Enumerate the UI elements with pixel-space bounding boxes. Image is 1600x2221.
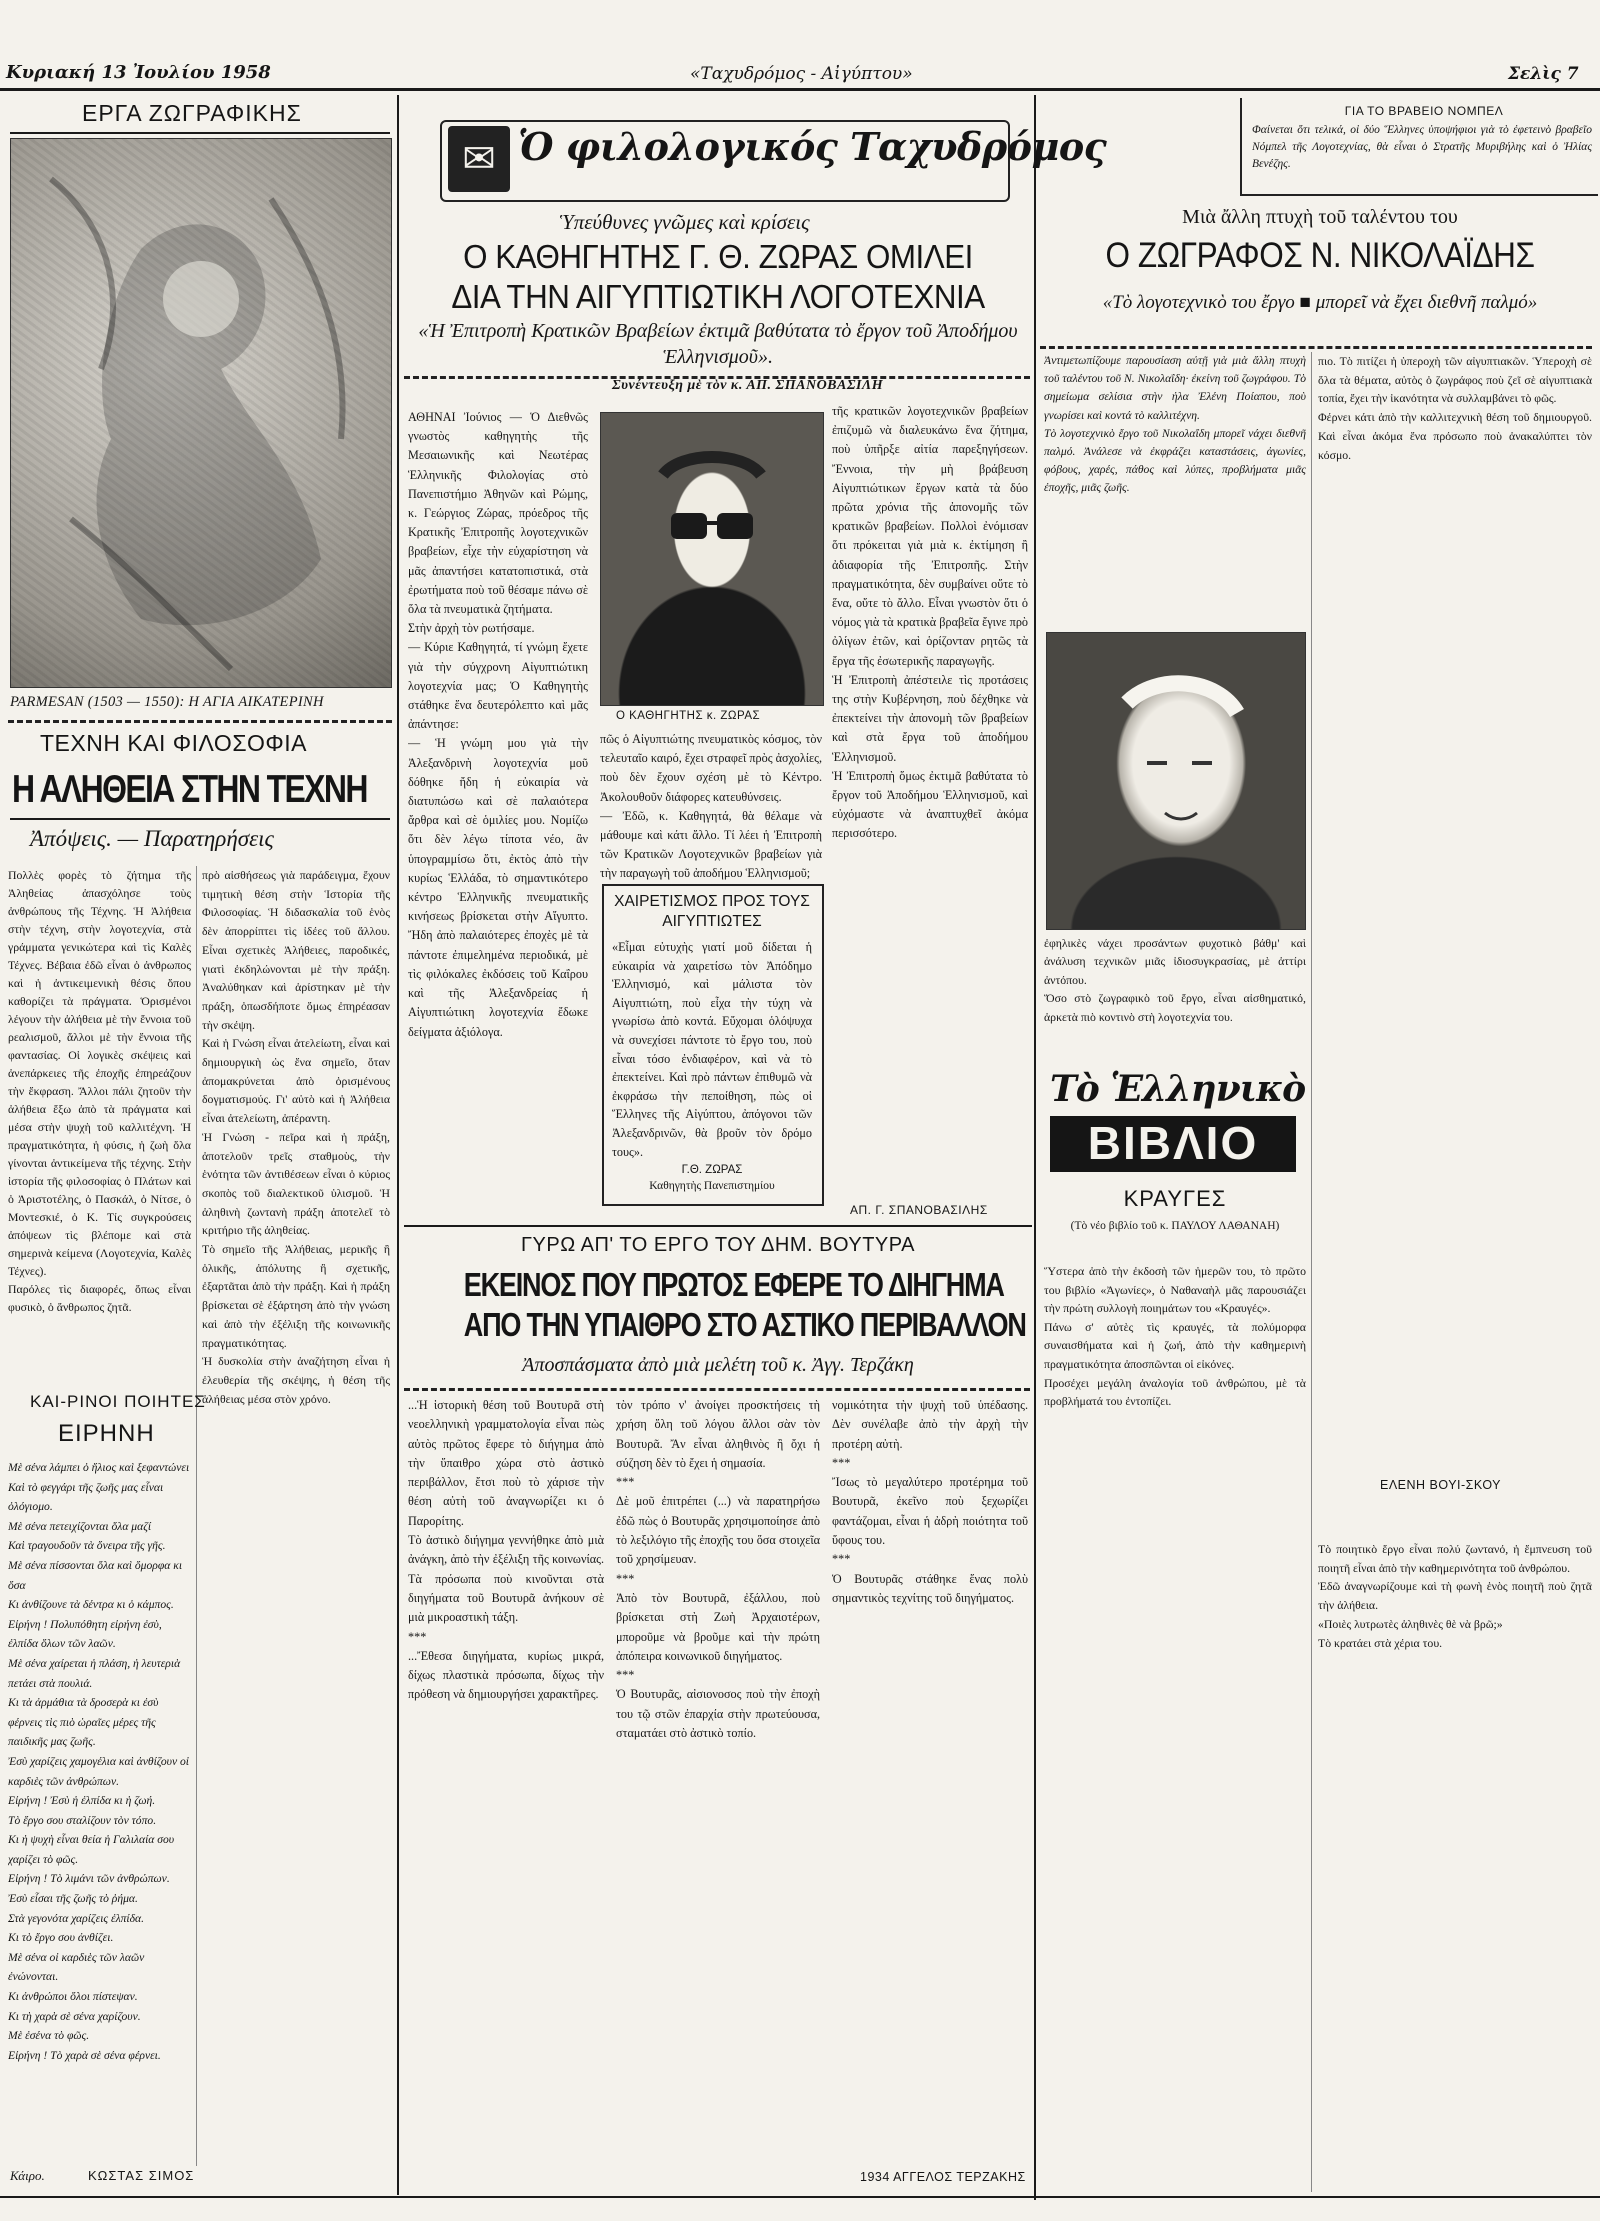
nikolaidis-subhead: «Τὸ λογοτεχνικὸ του ἔργο ■ μπορεῖ νὰ ἔχει διεθνῆ παλμό» <box>1102 292 1538 313</box>
philosophy-subhead: Ἀπόψεις. — Παρατηρήσεις <box>30 826 274 851</box>
voutyras-column-2: τὸν τρόπο ν' ἀνοίγει προσκτήσεις τὴ χρήση ὅλη τοῦ λόγου ἄλλοι σὰν τὸν Βουτυρᾶ. Ἄν εἶναι ἀληθινὸς ἢ ὄχι ἡ σύζηση δὲν τὸ ἔχει ἡ σημασία. *** Δὲ μοῦ ἐπιτρέπει (...) νὰ παρατηρήσω ἐδῶ πὼς ὁ Βουτυρᾶς χρησιμοποίησε ἀπὸ τὸ λεξιλόγιο τῆς ἐποχῆς του ὅσα στοιχεῖα τοῦ χρησίμευαν. *** Ἁπὸ τὸν Βουτυρᾶ, ἐξάλλου, ποὺ βρίσκεται στὴ Ζωὴ Ἀρχαιοτέρων, μποροῦμε νὰ βροῦμε καὶ τὴν πρώτη ἀπόπειρα κοινωνικοῦ διηγήματος. *** Ὁ Βουτυρᾶς, αἰσιονοσος ποὺ τὴν ἐποχὴ του τῷ στῶν ἐπαρχία στὴν πρωτεύουσα, σταματάει στὸ ἀστικὸ τοπίο. <box>616 1398 820 1741</box>
poem-signature: ΚΩΣΤΑΣ ΣΙΜΟΣ <box>88 2168 195 2183</box>
nikolaidis-portrait-sketch <box>1047 633 1305 929</box>
page-bottom-rule <box>0 2196 1600 2198</box>
zoras-column-2: πῶς ὁ Αἰγυπτιώτης πνευματικὸς κόσμος, τὸν τελευταῖο καιρό, ἔχει στραφεῖ πρὸς ἀσχολίες, ποὺ δὲν ἔχουν σχέση μὲ τὸ Κέντρο. Ἀκολουθοῦν διάφορες κατευθύνσεις. — Ἐδῶ, κ. Καθηγητά, θὰ θέλαμε νὰ μάθουμε καὶ κάτι ἄλλο. Τί λέει ἡ Ἐπιτροπὴ τῶν Κρατικῶν Λογοτεχνικῶν βραβείων γιὰ τὴν παραγωγὴ τοῦ ἀποδήμου Ἑλληνισμοῦ; <box>600 732 822 880</box>
zoras-column-1: ΑΘΗΝΑΙ Ἰούνιος — Ὁ Διεθνῶς γνωστὸς καθηγητὴς τῆς Μεσαιωνικῆς καὶ Νεωτέρας Ἑλληνικῆς Φιλολογίας στὸ Πανεπιστήμιο Ἀθηνῶν καὶ Ρώμης, κ. Γεώργιος Ζώρας, πρόεδρος τῆς Κρατικῆς Ἐπιτροπῆς λογοτεχνικῶν βραβείων, εἶχε τὴν εὐχαρίστηση νὰ μᾶς ἀπαντήσει κατατοπιστικά, στὰ ἐρωτήματα ποὺ τοῦ θέσαμε πάνω σὲ ὅλα τὰ πνευματικὰ ζητήματα. Στὴν ἀρχὴ τὸν ρωτήσαμε. — Κύριε Καθηγητά, τί γνώμη ἔχετε γιὰ τὴν σύγχρονη Αἰγυπτιώτικη λογοτεχνία μας; Ὁ Καθηγητὴς στάθηκε ἕνα δευτερόλεπτο καὶ μᾶς ἀπάντησε: — Ἡ γνώμη μου γιὰ τὴν Ἀλεξανδρινὴ λογοτεχνία μοῦ δόθηκε ἤδη ἡ εὐκαιρία νὰ διατυπώσω καὶ σὲ παλαιότερα ἄρθρα καὶ σὲ ὁμιλίες μου. Νομίζω ὅτι δὲν λέγω τίποτα νέο, ἂν ὑπογραμμίσω ὅτι, ἐκτὸς ἀπὸ τὴν κυρίως Ἑλλάδα, τὸ σημαντικότερο κέντρο Ἑλληνικῆς πνευματικῆς κινήσεως βρίσκεται στὴν Αἴγυπτο. Ἤδη ἀπὸ παλαιότερες ἐποχὲς μὲ τὰ πάντοτε ἐπιμελημένα περιοδικά, μὲ τὶς φιλόκαλες ἐκδόσεις τοῦ Καΐρου καὶ τῆς Ἀλεξανδρείας ἡ Αἰγυπτιώτικη λογοτεχνία ἔδωκε δείγματα ἀξιόλογα. <box>408 410 588 1039</box>
voutyras-headline-2: ΑΠΟ ΤΗΝ ΥΠΑΙΘΡΟ ΣΤΟ ΑΣΤΙΚΟ ΠΕΡΙΒΑΛΛΟΝ <box>463 1306 1026 1343</box>
philosophy-column-1: Πολλὲς φορὲς τὸ ζήτημα τῆς Ἀληθείας ἀπασχόλησε τοὺς ἀνθρώπους τῆς Τέχνης. Ἡ Ἀλήθεια στὴν τέχνη, στὴν λογοτεχνία, στὰ γράμματα γενικώτερα καὶ τὶς Καλὲς Τέχνες. Βέβαια ἐδῶ εἶναι ὁ ἀνθρωπος καὶ ἡ ἀντικειμενικὴ θέσις ὅπου καθορίζει τὰ πράγματα. Ὁρισμένοι λέγουν τὴν ἀλήθεια μὲ τὴν ἔννοια τοῦ ρεαλισμοῦ, ἄλλοι μὲ τὴν ἔννοια τῆς φαντασίας. Οἱ λογικὲς σκέψεις καὶ ἀνεπάρκειες τῆς ἐποχῆς ἐπηρεάζουν τὴν ἔκφραση. Ἄλλοι πάλι ζητοῦν τὴν ἀλήθεια ἔξω ἀπὸ τὰ πράγματα καὶ μέσα στὴν ψυχὴ τοῦ καλλιτέχνη. Ἡ πραγματικότητα, ἡ φύσις, ἡ ζωὴ ὅλα γίνονται ἀντικείμενα τῆς τέχνης. Στὴν ἱστορία τῆς φιλοσοφίας ὁ Πλάτων καὶ ὁ Ἀριστοτέλης, ὁ Πασκάλ, ὁ Νίτσε, ὁ Μοντεσκιέ, ὁ Κ. Τίς συγκρούσεις ἀπόψεων τὶς βλέπομε καὶ στὰ σημερινὰ κείμενα (Λογοτεχνία, Καλὲς Τέχνες). Παρόλες τὶς διαφορές, ὅπως εἶναι φυσικὸ, ὁ ἄνθρωπος ζητᾶ. <box>8 868 191 1314</box>
art-divider <box>8 720 392 723</box>
greeting-box-signature-name: Γ.Θ. ΖΩΡΑΣ <box>681 1164 743 1176</box>
nobel-title: ΓΙΑ ΤΟ ΒΡΑΒΕΙΟ ΝΟΜΠΕΛ <box>1344 104 1504 118</box>
nikolaidis-kicker: Μιὰ ἄλλη πτυχὴ τοῦ ταλέντου του <box>1182 206 1458 228</box>
greeting-box-text: «Εἶμαι εὐτυχὴς γιατί μοῦ δίδεται ἡ εὐκαιρία νὰ χαιρετίσω τὸν Ἀπόδημο Ἑλληνισμό, καὶ μάλιστα τὸν Αἰγυπτιώτη, ποὺ εἶχα τὴν τύχη νὰ γνωρίσω ἀπὸ κοντά. Εὔχομαι ὁλόψυχα νὰ συνεχίσει πάντοτε τὸ ἔργο του, ποὺ εἶναι τόσο ἐνδιαφέρον, καὶ νὰ τὸ ἐπεκτείνει. Καὶ πρὸ πάντων ἐπιθυμῶ νὰ ἐκφράσω τὴν πεποίθηση, πὼς οἱ Ἕλληνες τῆς Αἰγύπτου, ἀπόγονοι τῶν Ἀλεξανδρινῶν, θὰ βροῦν τὸν δρόμο τους». <box>612 940 812 1159</box>
greeting-box-title: ΧΑΙΡΕΤΙΣΜΟΣ ΠΡΟΣ ΤΟΥΣ ΑΙΓΥΠΤΙΩΤΕΣ <box>614 893 810 930</box>
voutyras-divider <box>404 1388 1030 1391</box>
greek-book-logo-script: Τὸ Ἑλληνικὸ <box>1050 1068 1306 1110</box>
voutyras-kicker: ΓΥΡΩ ΑΠ' ΤΟ ΕΡΓΟ ΤΟΥ ΔΗΜ. ΒΟΥΤΥΡΑ <box>521 1234 915 1256</box>
zoras-photo-caption: Ο ΚΑΘΗΓΗΤΗΣ κ. ΖΩΡΑΣ <box>616 710 761 722</box>
section-logo-title: Ὁ φιλολογικός Ταχυδρόμος <box>518 124 1107 169</box>
right-column-gutter <box>1311 352 1312 2192</box>
masthead-paper: «Ταχυδρόμος - Αἰγύπτου» <box>690 64 913 84</box>
opinion-column-label: Ὑπεύθυνες γνῶμες καὶ κρίσεις <box>560 210 810 234</box>
zoras-headline-2: ΔΙΑ ΤΗΝ ΑΙΓΥΠΤΙΩΤΙΚΗ ΛΟΓΟΤΕΧΝΙΑ <box>451 278 985 315</box>
zoras-photo <box>600 412 824 706</box>
voutyras-column-3: νομικότητα τὴν ψυχὴ τοῦ ὑπέδασης. Δὲν συνέλαβε ἀπὸ τὴν ἀρχὴ τὴν προτέρη αὐτὴ. *** Ἴσως τὸ μεγαλύτερο προτέρημα τοῦ Βουτυρᾶ, ἐκεῖνο ποὺ ξεχωρίζει φαντάζομαι, εἶναι ἡ ἀδρὴ ποιότητα τοῦ ὕφους του. *** Ὁ Βουτυρᾶς στάθηκε ἕνας πολὺ σημαντικὸς τεχνίτης τοῦ διηγήματος. <box>832 1398 1028 1605</box>
philosophy-kicker: ΤΕΧΝΗ ΚΑΙ ΦΙΛΟΣΟΦΙΑ <box>40 730 308 756</box>
voutyras-subhead: Ἀποσπάσματα ἀπὸ μιὰ μελέτη τοῦ κ. Ἀγγ. Τερζάκη <box>522 1354 914 1376</box>
nikolaidis-photo-text: ἐφηλικὲς νάχει προσάντων φυχοτικὸ βάθμ' καὶ ἀνάλυση τεχνικῶν μιᾶς ἰδιοσυγκρασίας, μὲ ἀττίρι ἀντόπου. Ὅσο στὸ ζωγραφικὸ τοῦ ἔργο, εἶναι αἰσθηματικό, ἀρκετὰ πιὸ κοντινὸ στὴ λογοτεχνία του. <box>1044 936 1306 1024</box>
book-review-text: Ὕστερα ἀπὸ τὴν ἐκδοσὴ τῶν ἡμερῶν του, τὸ πρῶτο του βιβλίο «Ἀγωνίες», ὁ Ναθαναὴλ μᾶς παρουσιάζει τὴν πρώτη συλλογὴ ποιημάτων του «Κραυγές». Πάνω σ' αὐτὲς τὶς κραυγές, τὰ πολύμορφα συναισθήματα καὶ ἡ ζωή, ἀπὸ τὴν καθημερινὴ πραγματικότητα ἀποσπῶνται οἱ εἰκόνες. Προσέχει μεγάλη ἀναλογία τοῦ ἀνθρώπου, μὲ τὰ προβλήματά του ἐντοπίζει. <box>1044 1264 1306 1409</box>
masthead-page: Σελὶς 7 <box>1508 64 1579 84</box>
greek-book-logo-word: ΒΙΒΛΙΟ <box>1087 1117 1259 1169</box>
zoras-byline: Συνέντευξη μὲ τὸν κ. ΑΠ. ΣΠΑΝΟΒΑΣΙΛΗ <box>612 378 884 393</box>
book-note: (Τὸ νέο βιβλίο τοῦ κ. ΠΑΥΛΟΥ ΛΑΘΑΝΑΗ) <box>1070 1220 1280 1232</box>
poets-kicker: ΚΑΙ-ΡΙΝΟΙ ΠΟΙΗΤΕΣ <box>30 1392 206 1411</box>
column-rule-right <box>1034 95 1036 1225</box>
philosophy-headline: Η ΑΛΗΘΕΙΑ ΣΤΗΝ ΤΕΧΝΗ <box>12 768 367 811</box>
nikolaidis-headline: Ο ΖΩΓΡΑΦΟΣ Ν. ΝΙΚΟΛΑΪΔΗΣ <box>1105 236 1535 275</box>
philosophy-column-gutter <box>196 866 197 2166</box>
painting-figure-sketch <box>11 139 391 687</box>
nobel-text: Φαίνεται ὅτι τελικά, οἱ δύο Ἕλληνες ὑποψήφιοι γιὰ τὸ ἐφετεινὸ βραβεῖο Νόμπελ τῆς Λογοτεχνίας, θὰ εἶναι ὁ Στρατῆς Μυριβήλης καὶ ὁ Ἠλίας Βενέζης. <box>1252 124 1592 170</box>
philosophy-footer-right <box>202 2158 390 2188</box>
book-title: ΚΡΑΥΓΕΣ <box>1123 1186 1227 1211</box>
zoras-headline-1: Ο ΚΑΘΗΓΗΤΗΣ Γ. Θ. ΖΩΡΑΣ ΟΜΙΛΕΙ <box>463 238 973 275</box>
poem-title: ΕΙΡΗΝΗ <box>58 1420 155 1447</box>
voutyras-signature: 1934 ΑΓΓΕΛΟΣ ΤΕΡΖΑΚΗΣ <box>860 2170 1026 2184</box>
zoras-subhead: «Ἡ Ἐπιτροπὴ Κρατικῶν Βραβείων ἐκτιμᾶ βαθύτατα τὸ ἔργον τοῦ Ἀποδήμου Ἑλληνισμοῦ». <box>418 320 1018 368</box>
center-mid-rule <box>404 1225 1032 1227</box>
philosophy-column-2: πρὸ αἰσθήσεως γιὰ παράδειγμα, ἔχουν τιμητικὴ θέση στὴν Ἱστορία τῆς Φιλοσοφίας. Ἡ διδασκαλία τοῦ ἑνὸς δὲν ἀπορρίπτει τὶς ἰδέες τοῦ ἄλλου. Εἶναι σχετικὲς Ἀλήθειες, παροδικές, γιατὶ ἐκδηλώνονται μὲ τὴν πράξη. Ἀναλύθηκαν καὶ ἀρίστηκαν μὲ τὴν πράξη, ὁπωσδήποτε ὅμως ἐπηρέασαν τὴν σκέψη. Καὶ ἡ Γνώση εἶναι ἀτελείωτη, εἶναι καὶ δημιουργικὴ ὡς ἕνα σημεῖο, ὅταν ἀπομακρύνεται ἀπὸ ὁρισμένους δογματισμούς. Γι' αὐτὸ καὶ ἡ Ἀλήθεια εἶναι ἀτελείωτη, ἀπέραντη. Ἡ Γνώση - πεῖρα καὶ ἡ πράξη, ἀποτελοῦν τρεῖς σταθμοὺς, τὴν ἑνότητα τῶν ἀντιθέσεων εἶναι ὁ κύριος σκοπὸς τοῦ διαλεκτικοῦ ὑλισμοῦ. Ἡ ἀληθινὴ ζωντανὴ πράξη ἀποτελεῖ τὸ κριτήριο τῆς ἀληθείας. Τὸ σημεῖο τῆς Ἀλήθειας, μερικῆς ἢ ὁλικῆς, ἀπόλυτης ἢ σχετικῆς, ἐξαρτᾶται ἀπὸ τὴν πράξη. Καὶ ἡ πράξη βρίσκεται σὲ ἐξάρτηση ἀπὸ τὴν γνώση καὶ ἀπὸ τὴν ἐξέλιξη τῆς κοινωνικῆς πραγματικότητας. Ἡ δυσκολία στὴν ἀναζήτηση εἶναι ἡ ἐλευθερία τῆς σκέψης, ἡ θέση τῆς ἀλήθειας μέσα στὸν χρόνο. <box>202 868 390 1406</box>
column-rule-left <box>397 95 399 2195</box>
nikolaidis-divider <box>1040 346 1592 349</box>
zoras-column-3: τῆς κρατικῶν λογοτεχνικῶν βραβείων ἐπιζυμῶ νὰ διαλευκάνω ἕνα ζήτημα, ποὺ ὑπῆρξε αἰτία παρεξηγήσεων. Ἔννοια, τὴν μὴ βράβευση Αἰγυπτιώτικων ἔργων κατὰ τὰ δύο πρῶτα χρόνια τῆς ἀπονομῆς τῶν κρατικῶν βραβείων. Πολλοὶ ἐνόμισαν ὅτι πρόκειται γιὰ μιὰ κ. ἐκτίμηση ἢ ἀδιαφορία τῆς Ἐπιτροπῆς. Στὴν πραγματικότητα, δὲν συμβαίνει οὔτε τὸ ἕνα, οὔτε τὸ ἄλλο. Εἶναι γνωστὸν ὅτι ὁ νόμος γιὰ τὰ κρατικὰ βραβεῖα ἔγινε πρὸ ὀλίγων ἐτῶν, καὶ ὁρίζονταν ρητῶς τὰ ἔργα τῆς ἐσωτερικῆς παραγωγῆς. Ἡ Ἐπιτροπὴ ἀπέστειλε τὶς προτάσεις της στὴν Κυβέρνηση, ποὺ δέχθηκε νὰ ἐπεκτείνει τὴν ἀπονομὴ τῶν βραβείων καὶ στὰ ἔργα τοῦ ἀποδήμου Ἑλληνισμοῦ. Ἡ Ἐπιτροπὴ ὅμως ἐκτιμᾶ βαθύτατα τὸ ἔργον τοῦ Ἀποδήμου Ἑλληνισμοῦ, καὶ εὐχόμαστε νὰ ἀναπτυχθεῖ ἀκόμα περισσότερο. <box>832 404 1028 841</box>
column-rule-right-lower <box>1034 1225 1036 2200</box>
art-heading: ΕΡΓΑ ΖΩΓΡΑΦΙΚΗΣ <box>82 100 302 126</box>
greeting-box-signature-title: Καθηγητὴς Πανεπιστημίου <box>649 1180 775 1192</box>
art-heading-rule <box>10 132 390 134</box>
nikolaidis-column-1: Ἀντιμετωπίζουμε παρουσίαση αὐτῇ γιὰ μιὰ ἄλλη πτυχὴ τοῦ ταλέντου τοῦ Ν. Νικολαΐδη· ἐκείνη τοῦ ζωγράφου. Τὸ σημείωμα σελίσια στὴν ἠλα Ἐλένη Ποίαπου, ποὺ γνωρίσει καὶ κοντά τὸ καλλιτέχνη. Τὸ λογοτεχνικὸ ἔργο τοῦ Νικολαΐδη μπορεῖ νάχει διεθνῆ παλμό. Ἀνάλεσε νὰ ἐκφράζει καταστάσεις, ἀγωνίες, φόβους, χαρές, πάθος καὶ λύπες, προβλήματα μιᾶς ἐποχῆς, μιᾶς ζωῆς. <box>1044 354 1306 495</box>
voutyras-headline-1: ΕΚΕΙΝΟΣ ΠΟΥ ΠΡΩΤΟΣ ΕΦΕΡΕ ΤΟ ΔΙΗΓΗΜΑ <box>463 1266 1004 1303</box>
section-logo-icon: ✉ <box>448 126 510 192</box>
masthead-rule <box>0 88 1600 91</box>
voutyras-column-1: ...Ἡ ἱστορικὴ θέση τοῦ Βουτυρᾶ στὴ νεοελληνικὴ γραμματολογία εἶναι πὼς αὐτὸς πρῶτος ἔφερε τὸ διήγημα ἀπὸ τὴν ὕπαιθρο χώρα στὸ ἀστικὸ περιβάλλον, ἔτσι ποὺ τὸ χάρισε τὴν θέση αὐτὴ τοῦ ἀναγνωρίζει κι ὁ Παρορίτης. Τὸ ἀστικὸ διήγημα γεννήθηκε ἀπὸ μιὰ ἀνάγκη, ἀπὸ τὴν ἐξέλιξη τῆς κοινωνίας. Τὰ πρόσωπα ποὺ κινοῦνται στὰ διηγήματα τοῦ Βουτυρᾶ ἀνήκουν σὲ μιὰ μικροαστικὴ τάξη. *** ...Ἔθεσα διηγήματα, κυρίως μικρά, δίχως πλαστικὰ πρόσωπα, δίχως τὴν πρόθεση νὰ δημιουργήσει χαρακτῆρες. <box>408 1398 604 1702</box>
nikolaidis-signature: ΕΛΕΝΗ ΒΟΥΙ-ΣΚΟΥ <box>1380 1478 1502 1492</box>
nikolaidis-column-2: πιο. Τὸ πιτίζει ἡ ὑπεροχὴ τῶν αἰγυπτιακῶν. Ὑπεροχὴ σὲ ὅλα τὰ θέματα, αὐτὸς ὁ ζωγράφος ποὺ ζεῖ σὲ αἰγυπτιακὰ τοπία, ἔχει τὴν ἱκανότητα νὰ συλλαμβάνει τὸ φῶς. Φέρνει κάτι ἀπὸ τὴν καλλιτεχνικὴ θέση τοῦ δημιουργοῦ. Καὶ εἶναι ἀκόμα ἕνα πρόσωπο ποὺ ἀνακαλύπτει τὸν κόσμο. <box>1318 354 1592 462</box>
zoras-portrait-glasses <box>601 413 823 705</box>
nikolaidis-column-4: Τὸ ποιητικὸ ἔργο εἶναι πολύ ζωντανό, ἡ ἔμπνευση τοῦ ποιητῆ εἶναι ἀπὸ τὴν καθημερινότητα τοῦ ἀνθρώπου. Ἐδῶ ἀναγνωρίζουμε καὶ τὴ φωνὴ ἑνὸς ποιητῆ ποὺ ζητᾶ τὴν ἀλήθεια. «Ποιὲς λυτρωτὲς ἀληθινὲς θὲ νὰ βρῶ;» Τὸ κρατάει στὰ χέρια του. <box>1318 1542 1592 1650</box>
poem-text: Μὲ σένα λάμπει ὁ ἥλιος καὶ ξεφαντώνει Καὶ τὸ φεγγάρι τῆς ζωῆς μας εἶναι ὁλόγιομο. Μὲ σένα πετειχίζονται ὅλα μαζί Καὶ τραγουδοῦν τὰ ὄνειρα τῆς γῆς. Μὲ σένα πίσσονται ὅλα καὶ ὄμορφα κι ὅσα Κι ἀνθίζουνε τὰ δέντρα κι ὁ κάμπος. Εἰρήνη ! Πολυπόθητη εἰρήνη ἐσὺ, ἐλπίδα ὅλων τῶν λαῶν. Μὲ σένα χαίρεται ἡ πλάση, ἡ λευτεριὰ πετάει στὰ πουλιά. Κι τὰ ἀρμάθια τὰ δροσερὰ κι ἐσὺ φέρνεις τὶς πιὸ ὡραῖες μέρες τῆς παιδικῆς μας ζωῆς. Ἐσὺ χαρίζεις χαμογέλια καὶ ἀνθίζουν οἱ καρδιὲς τῶν ἀνθρώπων. Εἰρήνη ! Ἐσὺ ἡ ἐλπίδα κι ἡ ζωή. Τὸ ἔργο σου σταλίζουν τὸν τόπο. Κι ἡ ψυχὴ εἶναι θεία ἡ Γαλιλαία σου χαρίζει τὸ φῶς. Εἰρήνη ! Τὸ λιμάνι τῶν ἀνθρώπων. Ἐσὺ εἶσαι τῆς ζωῆς τὸ ῥήμα. Στὰ γεγονότα χαρίζεις ἐλπίδα. Κι τὸ ἔργο σου ἀνθίζει. Μὲ σένα οἱ καρδιὲς τῶν λαῶν ἐνώνονται. Κι ἀνθρώποι ὅλοι πίστεψαν. Κι τὴ χαρὰ σὲ σένα χαρίζουν. Μὲ ἐσένα τὸ φῶς. Εἰρήνη ! Τὸ χαρὰ σὲ σένα φέρνει. <box>8 1461 190 2062</box>
nikolaidis-photo <box>1046 632 1306 930</box>
zoras-signature: ΑΠ. Γ. ΣΠΑΝΟΒΑΣΙΛΗΣ <box>850 1203 988 1217</box>
painting-image <box>10 138 392 688</box>
art-caption: PARMESAN (1503 — 1550): Η ΑΓΙΑ ΑΙΚΑΤΕΡΙΝΗ <box>10 694 324 710</box>
philosophy-headline-rule <box>10 818 390 820</box>
masthead-date: Κυριακή 13 Ἰουλίου 1958 <box>6 62 271 83</box>
poem-place: Κάιρο. <box>10 2168 45 2183</box>
